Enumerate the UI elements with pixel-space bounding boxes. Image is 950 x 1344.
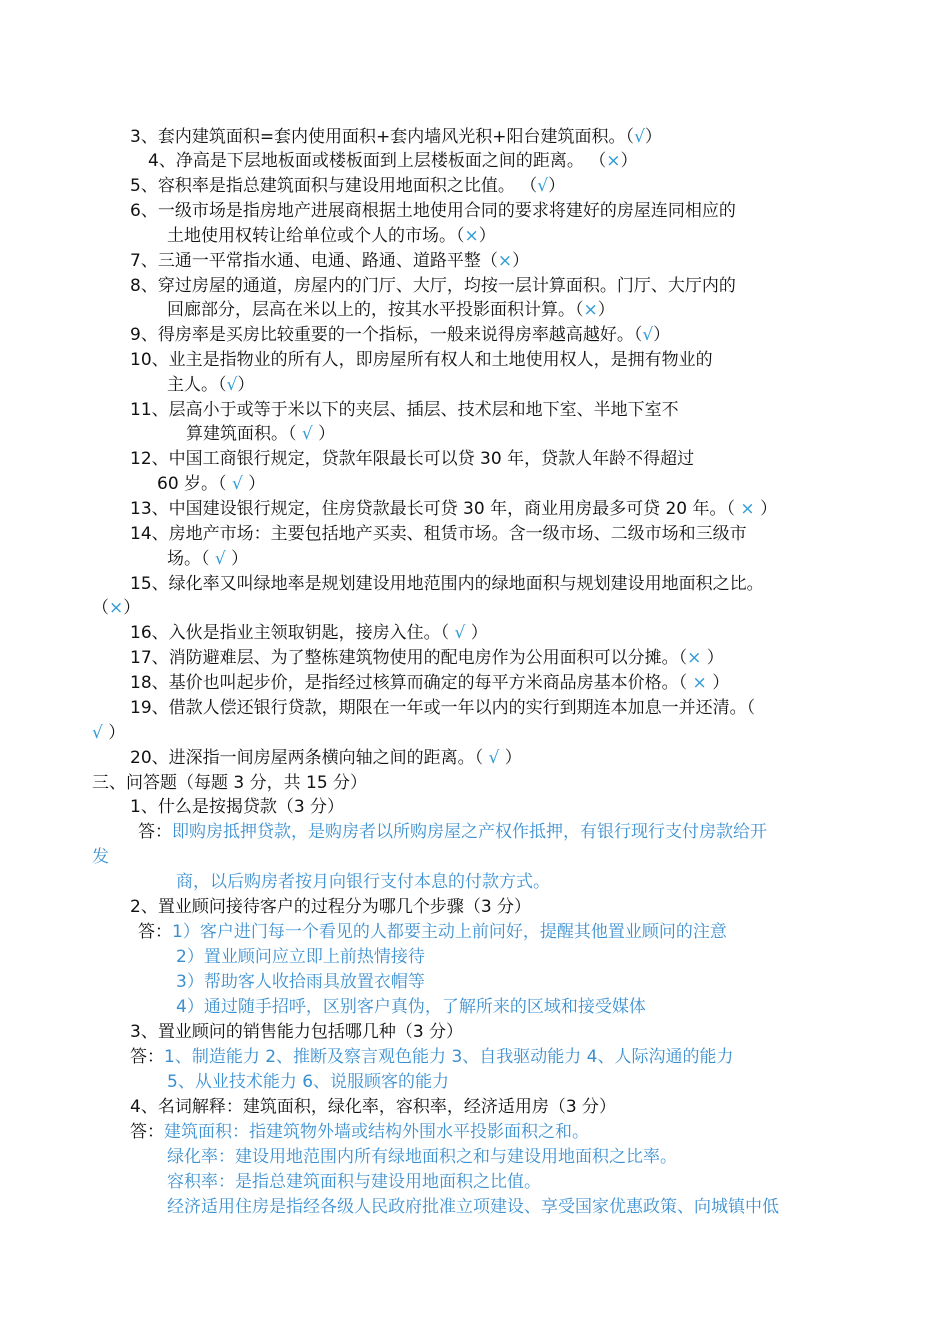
answer-4: 答：建筑面积：指建筑物外墙或结构外围水平投影面积之和。 xyxy=(130,1122,589,1142)
answer-mark: × xyxy=(497,251,513,271)
judgement-item: 16、入伙是指业主领取钥匙，接房入住。（ √ ） xyxy=(130,623,488,643)
judgement-item: 主人。（√） xyxy=(167,375,255,395)
answer-2-step: 3）帮助客人收拾雨具放置衣帽等 xyxy=(176,972,425,992)
judgement-item: 19、借款人偿还银行贷款，期限在一年或一年以内的实行到期连本加息一并还清。（ xyxy=(130,698,756,718)
answer-mark: √ xyxy=(454,623,466,643)
answer-2: 答：1）客户进门每一个看见的人都要主动上前问好，提醒其他置业顾问的注意 xyxy=(138,922,727,942)
section-heading: 三、问答题（每题 3 分，共 15 分） xyxy=(92,773,368,793)
answer-mark: √ xyxy=(301,424,313,444)
answer-1: 答：即购房抵押贷款，是购房者以所购房屋之产权作抵押，有银行现行支付房款给开 xyxy=(138,822,767,842)
judgement-item: 13、中国建设银行规定，住房贷款最长可贷 30 年，商业用房最多可贷 20 年。（ × ） xyxy=(130,499,778,519)
judgement-item: 场。（ √ ） xyxy=(167,549,249,569)
judgement-item: 17、消防避难层、为了整栋建筑物使用的配电房作为公用面积可以分摊。（× ） xyxy=(130,648,724,668)
judgement-item: 3、套内建筑面积=套内使用面积+套内墙风光积+阳台建筑面积。（√） xyxy=(130,127,662,147)
answer-mark: √ xyxy=(92,723,103,743)
answer-mark: × xyxy=(464,226,479,246)
answer-mark: × xyxy=(687,648,702,668)
judgement-item: 回廊部分，层高在米以上的，按其水平投影面积计算。（×） xyxy=(167,300,615,320)
answer-mark: √ xyxy=(488,748,500,768)
answer-mark: √ xyxy=(231,474,243,494)
judgement-item: 11、层高小于或等于米以下的夹层、插层、技术层和地下室、半地下室不 xyxy=(130,400,679,420)
answer-mark: √ xyxy=(214,549,226,569)
answer-mark: × xyxy=(583,300,598,320)
judgement-item: 8、穿过房屋的通道，房屋内的门厅、大厅，均按一层计算面积。门厅、大厅内的 xyxy=(130,276,736,296)
judgement-item: 60 岁。（ √ ） xyxy=(157,474,266,494)
answer-4-definition: 容积率：是指总建筑面积与建设用地面积之比值。 xyxy=(167,1172,541,1192)
judgement-item: 20、进深指一间房屋两条横向轴之间的距离。（ √ ） xyxy=(130,748,522,768)
judgement-item: 15、绿化率又叫绿地率是规划建设用地范围内的绿地面积与规划建设用地面积之比。 xyxy=(130,574,764,594)
answer-4-definition: 经济适用住房是指经各级人民政府批准立项建设、享受国家优惠政策、向城镇中低 xyxy=(167,1197,779,1217)
answer-3-continued: 5、从业技术能力 6、说服顾客的能力 xyxy=(167,1072,450,1092)
judgement-item: 14、房地产市场：主要包括地产买卖、租赁市场。含一级市场、二级市场和三级市 xyxy=(130,524,747,544)
question-3: 3、置业顾问的销售能力包括哪几种（3 分） xyxy=(130,1022,464,1042)
answer-mark: √ xyxy=(226,375,238,395)
judgement-item: 7、三通一平常指水通、电通、路通、道路平整（×） xyxy=(130,251,530,271)
question-1: 1、什么是按揭贷款（3 分） xyxy=(130,797,345,817)
judgement-item: 6、一级市场是指房地产进展商根据土地使用合同的要求将建好的房屋连同相应的 xyxy=(130,201,736,221)
judgement-item: 4、净高是下层地板面或楼板面到上层楼板面之间的距离。 （×） xyxy=(148,151,638,171)
answer-mark: √ xyxy=(642,325,654,345)
answer-2-step: 4）通过随手招呼，区别客户真伪，了解所来的区域和接受媒体 xyxy=(176,997,646,1017)
answer-mark: × xyxy=(606,151,621,171)
judgement-item: 算建筑面积。（ √ ） xyxy=(186,424,336,444)
question-4: 4、名词解释：建筑面积，绿化率，容积率，经济适用房（3 分） xyxy=(130,1097,617,1117)
judgement-item: 5、容积率是指总建筑面积与建设用地面积之比值。 （√） xyxy=(130,176,566,196)
answer-mark: × xyxy=(109,598,124,618)
judgement-item: √ ） xyxy=(92,723,126,743)
answer-mark: × xyxy=(740,499,755,519)
judgement-item: （×） xyxy=(92,598,141,618)
judgement-item: 18、基价也叫起步价，是指经过核算而确定的每平方米商品房基本价格。（ × ） xyxy=(130,673,730,693)
answer-2-step: 2）置业顾问应立即上前热情接待 xyxy=(176,947,425,967)
answer-3: 答：1、制造能力 2、推断及察言观色能力 3、自我驱动能力 4、人际沟通的能力 xyxy=(130,1047,734,1067)
judgement-item: 10、业主是指物业的所有人，即房屋所有权人和土地使用权人，是拥有物业的 xyxy=(130,350,713,370)
judgement-item: 12、中国工商银行规定，贷款年限最长可以贷 30 年，贷款人年龄不得超过 xyxy=(130,449,695,469)
answer-mark: × xyxy=(692,673,707,693)
answer-1-continued: 商，以后购房者按月向银行支付本息的付款方式。 xyxy=(176,872,550,892)
answer-4-definition: 绿化率：建设用地范围内所有绿地面积之和与建设用地面积之比率。 xyxy=(167,1147,677,1167)
answer-mark: √ xyxy=(537,176,549,196)
judgement-item: 9、得房率是买房比较重要的一个指标，一般来说得房率越高越好。（√） xyxy=(130,325,671,345)
answer-1-wrap: 发 xyxy=(92,847,109,867)
question-2: 2、置业顾问接待客户的过程分为哪几个步骤（3 分） xyxy=(130,897,532,917)
judgement-item: 土地使用权转让给单位或个人的市场。（×） xyxy=(167,226,496,246)
answer-mark: √ xyxy=(634,127,645,147)
